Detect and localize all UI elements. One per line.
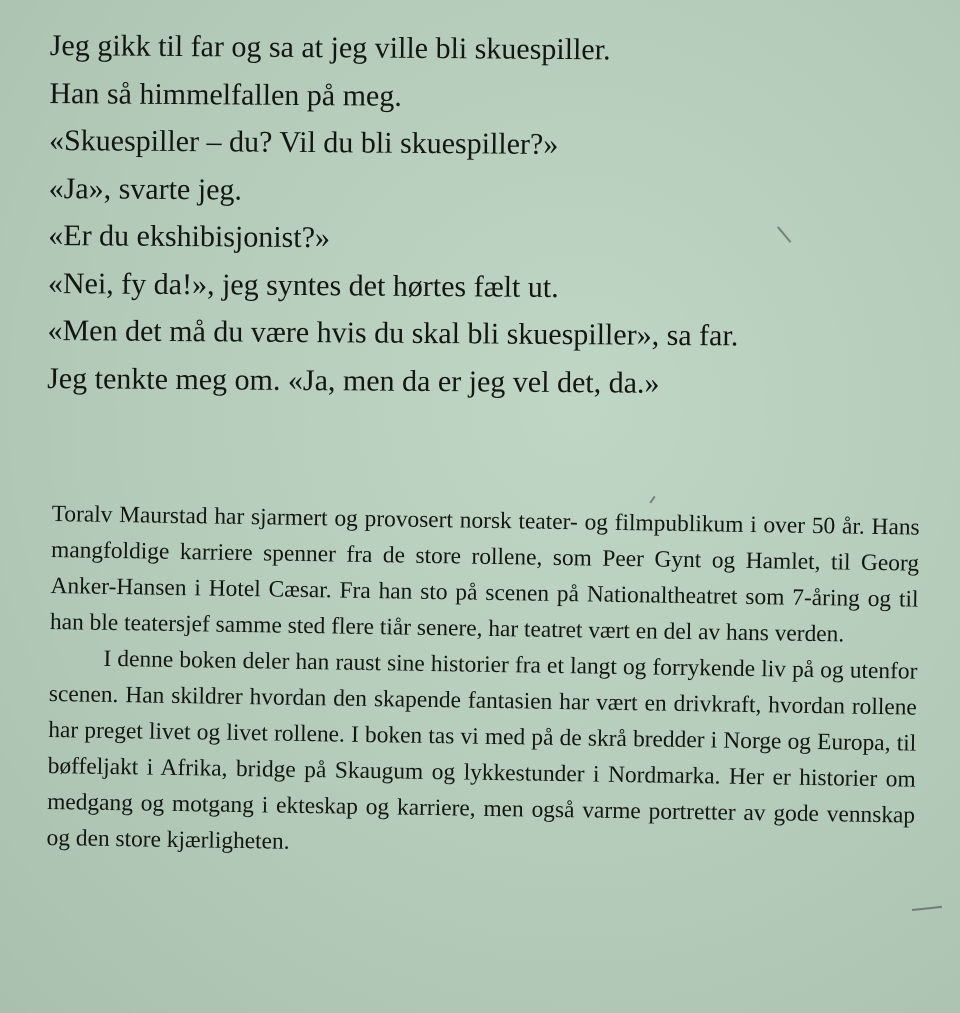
quote-line: Han så himmelfallen på meg.: [49, 76, 402, 113]
quote-line: «Er du ekshibisjonist?»: [48, 218, 331, 255]
description-paragraph: I denne boken deler han raust sine historier fra et langt og forrykende liv på og utenfor scenen. Han skildrer hvordan den skapende fantasien har vært en drivkraft, hvordan rollene har preget livet og livet rollene. I boken tas vi med på de skrå bredder i Norge og Europa, til bøffeljakt i Afrika, bridge på Skaugum og lykkestunder i Nordmarka. Her er historier om medgang og motgang i ekteskap og karriere, men også varme portretter av gode vennskap og den store kjærligheten.: [46, 645, 918, 855]
quote-line: «Men det må du være hvis du skal bli skuespiller», sa far.: [47, 313, 739, 353]
description-paragraph: Toralv Maurstad har sjarmert og provosert norsk teater- og filmpublikum i over 50 år. Hans mangfoldige karriere spenner fra de store rollene, som Peer Gynt og Hamlet, til Georg Anker-Hansen i Hotel Cæsar. Fra han sto på scenen på Nationaltheatret som 7-åring og til han ble teatersjef samme sted flere tiår senere, har teatret vært en del av hans verden.: [49, 500, 920, 648]
quote-line: «Nei, fy da!», jeg syntes det hørtes fælt ut.: [47, 266, 559, 304]
scratch-mark: [649, 496, 655, 503]
quote-line: Jeg tenkte meg om. «Ja, men da er jeg vel det, da.»: [47, 361, 660, 400]
opening-quote: [47, 22, 940, 409]
quote-line: Jeg gikk til far og sa at jeg ville bli skuespiller.: [49, 28, 611, 67]
scratch-mark: [912, 906, 942, 911]
quote-line: «Ja», svarte jeg.: [48, 171, 243, 207]
book-description: [46, 496, 920, 870]
quote-line: «Skuespiller – du? Vil du bli skuespiller?»: [48, 123, 559, 161]
